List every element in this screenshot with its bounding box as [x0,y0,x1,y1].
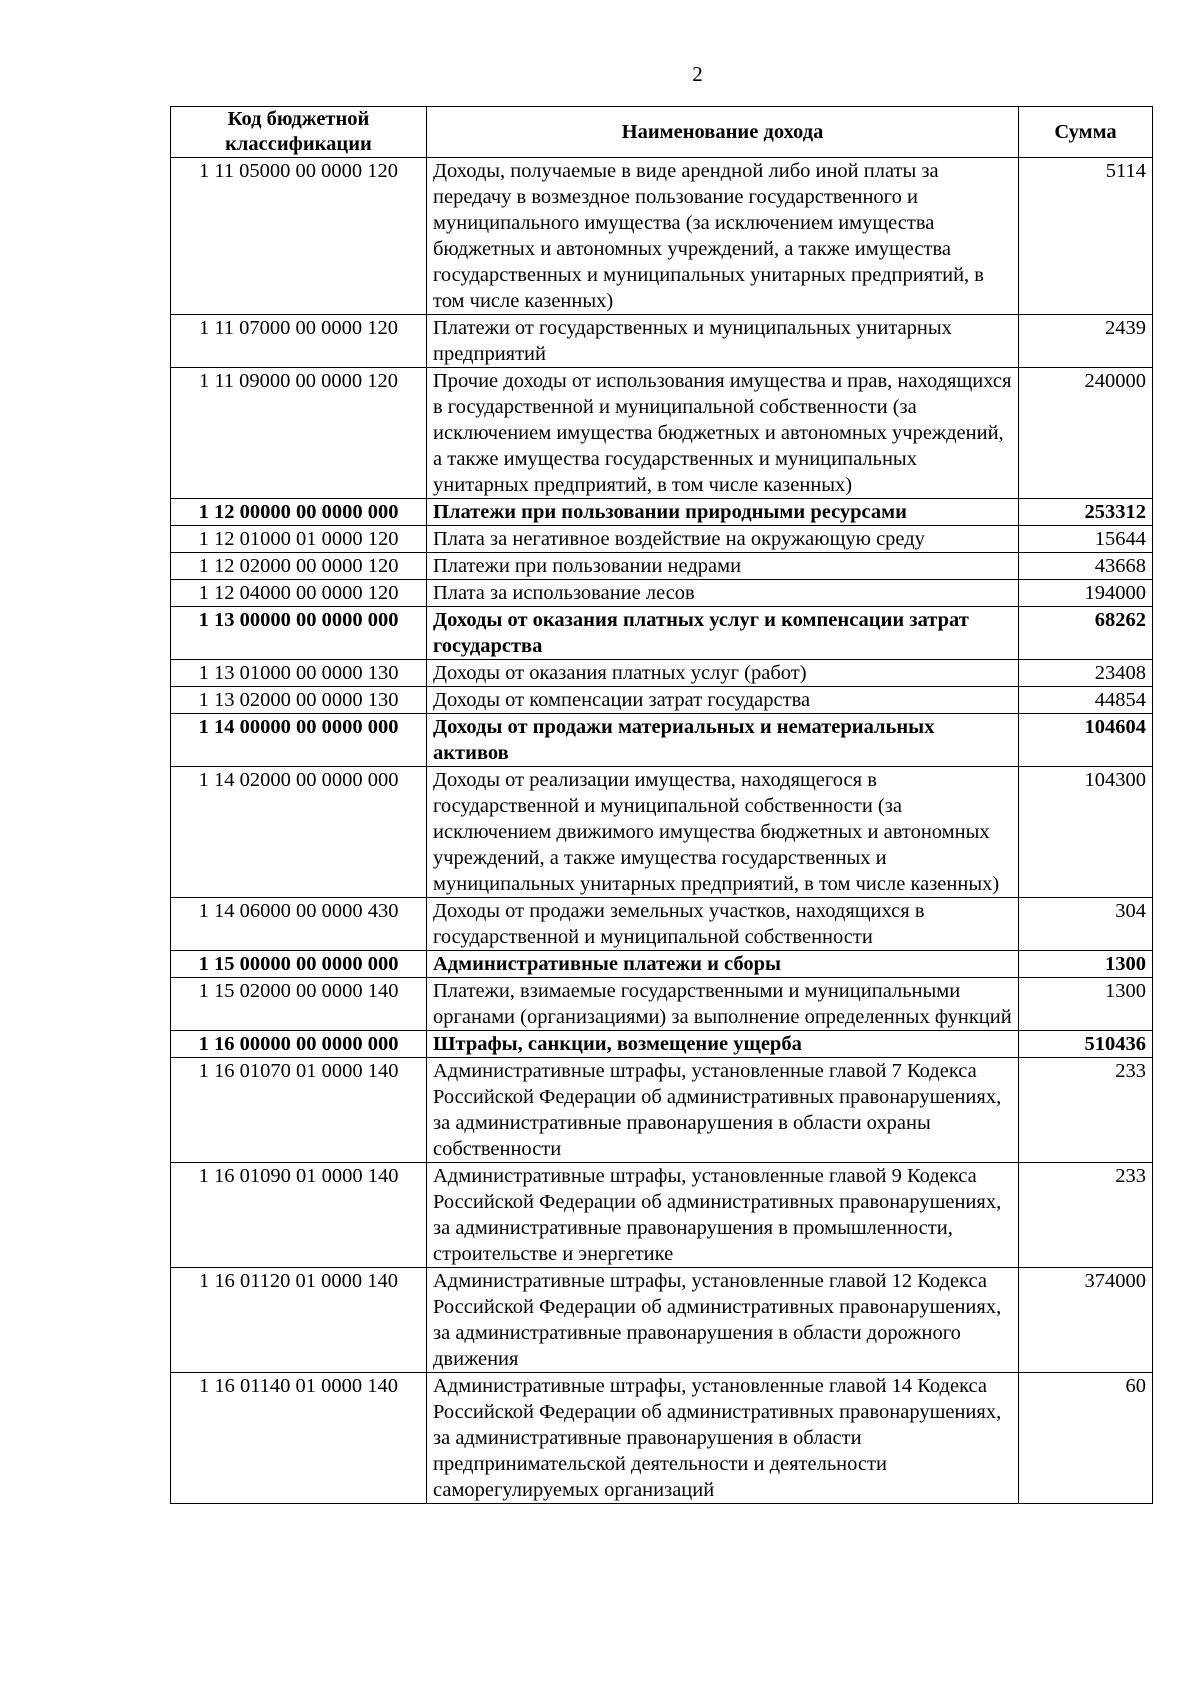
cell-name: Доходы от продажи материальных и нематериальных активов [427,714,1019,767]
cell-code: 1 16 01090 01 0000 140 [171,1163,427,1268]
cell-code: 1 16 01140 01 0000 140 [171,1373,427,1504]
cell-sum: 5114 [1019,158,1153,315]
cell-sum: 15644 [1019,526,1153,553]
cell-sum: 233 [1019,1058,1153,1163]
table-row [171,1058,1153,1163]
table-row [171,767,1153,898]
cell-name: Прочие доходы от использования имущества и прав, находящихся в государственной и муниципальной собственности (за исключением имущества бюджетных и автономных учреждений, а также имущества государственных и муниципальных унитарных предприятий, в том числе казенных) [427,368,1019,499]
cell-code: 1 12 02000 00 0000 120 [171,553,427,580]
cell-sum: 1300 [1019,951,1153,978]
cell-sum: 374000 [1019,1268,1153,1373]
cell-code: 1 11 09000 00 0000 120 [171,368,427,499]
cell-code: 1 14 02000 00 0000 000 [171,767,427,898]
cell-sum: 233 [1019,1163,1153,1268]
cell-sum: 104300 [1019,767,1153,898]
table-row [171,158,1153,315]
cell-code: 1 13 02000 00 0000 130 [171,687,427,714]
cell-code: 1 12 00000 00 0000 000 [171,499,427,526]
table-row [171,898,1153,951]
cell-name: Доходы от оказания платных услуг и компенсации затрат государства [427,607,1019,660]
table-row [171,951,1153,978]
table-row [171,368,1153,499]
cell-name: Платежи от государственных и муниципальных унитарных предприятий [427,315,1019,368]
cell-sum: 43668 [1019,553,1153,580]
cell-code: 1 15 02000 00 0000 140 [171,978,427,1031]
cell-name: Плата за негативное воздействие на окружающую среду [427,526,1019,553]
cell-name: Административные штрафы, установленные главой 7 Кодекса Российской Федерации об административных правонарушениях, за административные правонарушения в области охраны собственности [427,1058,1019,1163]
cell-code: 1 16 00000 00 0000 000 [171,1031,427,1058]
cell-sum: 104604 [1019,714,1153,767]
cell-code: 1 15 00000 00 0000 000 [171,951,427,978]
cell-code: 1 16 01070 01 0000 140 [171,1058,427,1163]
cell-name: Доходы от компенсации затрат государства [427,687,1019,714]
cell-name: Административные штрафы, установленные главой 14 Кодекса Российской Федерации об административных правонарушениях, за административные правонарушения в области предпринимательской деятельности и деятельности саморегулируемых организаций [427,1373,1019,1504]
table-row [171,499,1153,526]
table-row [171,526,1153,553]
cell-name: Административные платежи и сборы [427,951,1019,978]
cell-sum: 1300 [1019,978,1153,1031]
cell-name: Штрафы, санкции, возмещение ущерба [427,1031,1019,1058]
cell-code: 1 13 01000 00 0000 130 [171,660,427,687]
cell-code: 1 13 00000 00 0000 000 [171,607,427,660]
cell-name: Доходы от продажи земельных участков, находящихся в государственной и муниципальной собственности [427,898,1019,951]
table-row [171,687,1153,714]
budget-revenue-table [170,106,1153,1504]
table-row [171,1031,1153,1058]
cell-name: Плата за использование лесов [427,580,1019,607]
cell-name: Доходы от оказания платных услуг (работ) [427,660,1019,687]
cell-sum: 60 [1019,1373,1153,1504]
cell-code: 1 11 07000 00 0000 120 [171,315,427,368]
cell-name: Доходы, получаемые в виде арендной либо иной платы за передачу в возмездное пользование государственного и муниципального имущества (за исключением имущества бюджетных и автономных учреждений, а также имущества государственных и муниципальных унитарных предприятий, в том числе казенных) [427,158,1019,315]
cell-name: Доходы от реализации имущества, находящегося в государственной и муниципальной собственности (за исключением движимого имущества бюджетных и автономных учреждений, а также имущества государственных и муниципальных унитарных предприятий, в том числе казенных) [427,767,1019,898]
table-row [171,1268,1153,1373]
cell-sum: 194000 [1019,580,1153,607]
table-row [171,315,1153,368]
cell-name: Административные штрафы, установленные главой 12 Кодекса Российской Федерации об административных правонарушениях, за административные правонарушения в области дорожного движения [427,1268,1019,1373]
cell-name: Административные штрафы, установленные главой 9 Кодекса Российской Федерации об административных правонарушениях, за административные правонарушения в промышленности, строительстве и энергетике [427,1163,1019,1268]
header-sum: Сумма [1019,107,1153,158]
table-row [171,978,1153,1031]
page-number: 2 [692,62,703,86]
cell-sum: 44854 [1019,687,1153,714]
cell-code: 1 11 05000 00 0000 120 [171,158,427,315]
cell-code: 1 14 06000 00 0000 430 [171,898,427,951]
header-code: Код бюджетной классификации [171,107,427,158]
cell-sum: 304 [1019,898,1153,951]
cell-sum: 23408 [1019,660,1153,687]
cell-name: Платежи при пользовании природными ресурсами [427,499,1019,526]
cell-name: Платежи, взимаемые государственными и муниципальными органами (организациями) за выполнение определенных функций [427,978,1019,1031]
cell-code: 1 12 04000 00 0000 120 [171,580,427,607]
table-row [171,714,1153,767]
table-row [171,660,1153,687]
table-row [171,1373,1153,1504]
cell-code: 1 16 01120 01 0000 140 [171,1268,427,1373]
table-row [171,553,1153,580]
cell-code: 1 14 00000 00 0000 000 [171,714,427,767]
cell-code: 1 12 01000 01 0000 120 [171,526,427,553]
cell-name: Платежи при пользовании недрами [427,553,1019,580]
cell-sum: 68262 [1019,607,1153,660]
cell-sum: 2439 [1019,315,1153,368]
cell-sum: 240000 [1019,368,1153,499]
header-name: Наименование дохода [427,107,1019,158]
table-row [171,580,1153,607]
cell-sum: 253312 [1019,499,1153,526]
cell-sum: 510436 [1019,1031,1153,1058]
table-row [171,607,1153,660]
table-row [171,1163,1153,1268]
table-body [171,158,1153,1504]
table-header-row [171,107,1153,158]
